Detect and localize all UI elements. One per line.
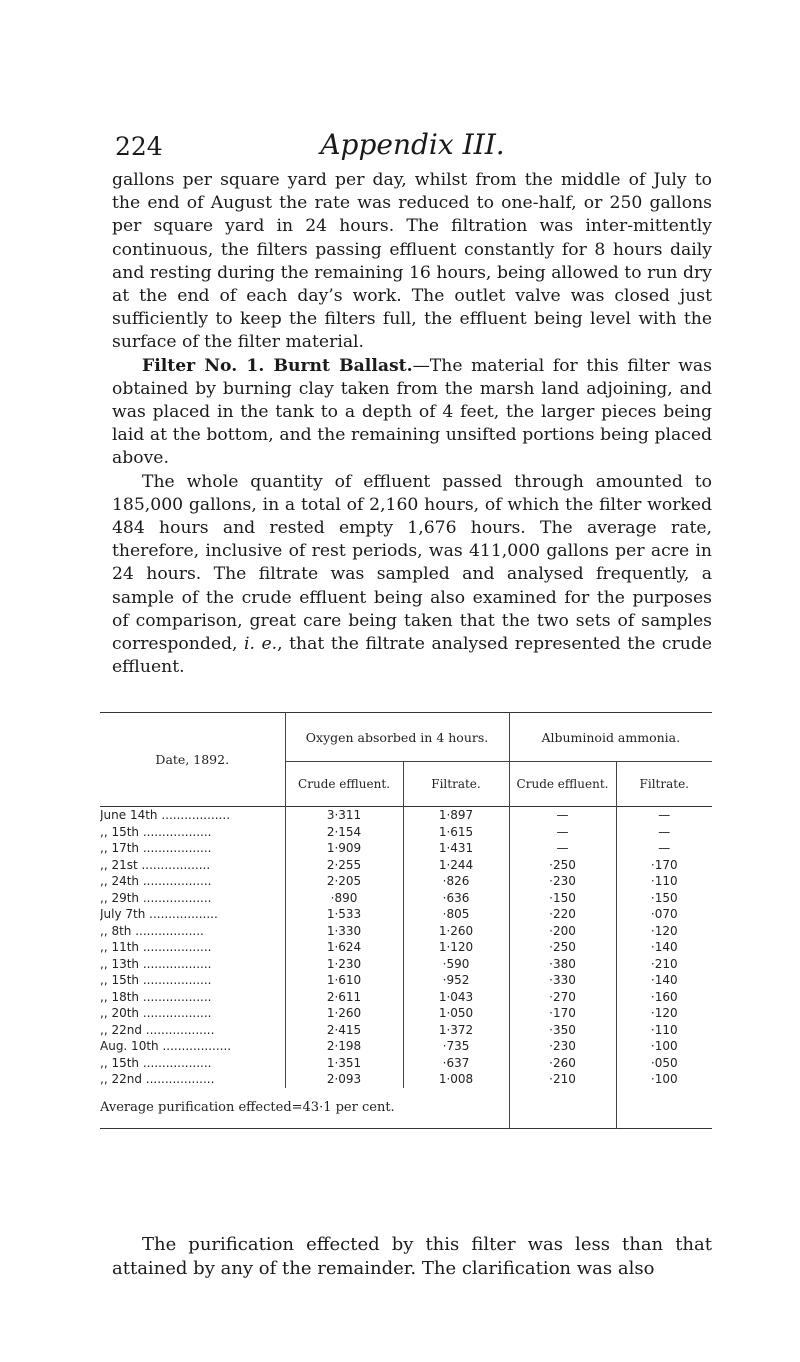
oxygen-crude-cell: 2·415 xyxy=(285,1022,403,1039)
ammonia-filtrate-cell: — xyxy=(616,840,712,857)
date-cell: ,, 18th .................. xyxy=(100,989,212,1004)
ammonia-filtrate-cell: ·120 xyxy=(616,923,712,940)
date-cell: ,, 15th .................. xyxy=(100,824,212,839)
oxygen-crude-cell: 1·624 xyxy=(285,939,403,956)
table-row xyxy=(100,1038,712,1055)
ammonia-crude-cell: ·270 xyxy=(509,989,616,1006)
ammonia-filtrate-cell: ·150 xyxy=(616,890,712,907)
date-cell: ,, 13th .................. xyxy=(100,956,212,971)
date-cell: Aug. 10th .................. xyxy=(100,1039,232,1053)
ammonia-filtrate-cell: ·120 xyxy=(616,1005,712,1022)
table-row xyxy=(100,1055,712,1072)
date-cell: July 7th .................. xyxy=(100,907,218,921)
ammonia-crude-cell: ·220 xyxy=(509,906,616,923)
date-cell: ,, 22nd .................. xyxy=(100,1022,215,1037)
oxygen-crude-cell: 1·260 xyxy=(285,1005,403,1022)
paragraph-2-heading: Filter No. 1. Burnt Ballast. xyxy=(142,355,413,376)
ammonia-crude-cell: ·260 xyxy=(509,1055,616,1072)
date-cell: ,, 22nd .................. xyxy=(100,1072,215,1086)
oxygen-filtrate-cell: 1·050 xyxy=(403,1005,509,1022)
date-cell: ,, 8th .................. xyxy=(100,923,204,938)
oxygen-crude-header: Crude effluent. xyxy=(285,762,403,807)
table-row xyxy=(100,923,712,940)
table-row xyxy=(100,1005,712,1022)
oxygen-filtrate-cell: ·735 xyxy=(403,1038,509,1055)
table-row xyxy=(100,1022,712,1039)
oxygen-crude-cell: 2·611 xyxy=(285,989,403,1006)
oxygen-filtrate-cell: 1·008 xyxy=(403,1071,509,1088)
date-cell: ,, 15th .................. xyxy=(100,1055,212,1070)
oxygen-filtrate-cell: 1·615 xyxy=(403,824,509,841)
date-header: Date, 1892. xyxy=(155,752,230,767)
table-row xyxy=(100,824,712,841)
ammonia-crude-cell: ·250 xyxy=(509,939,616,956)
date-cell: ,, 21st .................. xyxy=(100,857,211,872)
oxygen-filtrate-cell: ·590 xyxy=(403,956,509,973)
oxygen-filtrate-cell: 1·043 xyxy=(403,989,509,1006)
ammonia-filtrate-cell: ·140 xyxy=(616,939,712,956)
table-row xyxy=(100,989,712,1006)
ammonia-crude-header: Crude effluent. xyxy=(509,762,616,807)
ammonia-crude-cell: ·170 xyxy=(509,1005,616,1022)
oxygen-filtrate-cell: 1·244 xyxy=(403,857,509,874)
paragraph-3 xyxy=(112,471,712,680)
ammonia-crude-cell: ·150 xyxy=(509,890,616,907)
oxygen-crude-cell: 1·610 xyxy=(285,972,403,989)
ammonia-filtrate-cell: ·110 xyxy=(616,873,712,890)
oxygen-filtrate-cell: 1·120 xyxy=(403,939,509,956)
paragraph-3-part-b: , that the filtrate analysed represented the crude effluent. xyxy=(112,634,712,678)
date-cell: ,, 11th .................. xyxy=(100,940,212,954)
oxygen-filtrate-cell: ·805 xyxy=(403,906,509,923)
ammonia-filtrate-cell: ·050 xyxy=(616,1055,712,1072)
oxygen-crude-cell: 1·351 xyxy=(285,1055,403,1072)
ammonia-filtrate-cell: ·140 xyxy=(616,972,712,989)
oxygen-filtrate-cell: ·952 xyxy=(403,972,509,989)
table-row xyxy=(100,906,712,923)
oxygen-header: Oxygen absorbed in 4 hours. xyxy=(285,713,509,762)
table-row xyxy=(100,939,712,956)
body-text-bottom xyxy=(112,1233,712,1281)
oxygen-crude-cell: 2·205 xyxy=(285,873,403,890)
table-row xyxy=(100,873,712,890)
oxygen-crude-cell: 2·198 xyxy=(285,1038,403,1055)
date-cell: ,, 20th .................. xyxy=(100,1006,212,1020)
oxygen-crude-cell: 1·533 xyxy=(285,906,403,923)
oxygen-filtrate-cell: ·636 xyxy=(403,890,509,907)
ammonia-filtrate-cell: — xyxy=(616,807,712,824)
ammonia-filtrate-cell: ·210 xyxy=(616,956,712,973)
oxygen-filtrate-cell: 1·372 xyxy=(403,1022,509,1039)
page-number: 224 xyxy=(115,132,163,161)
date-cell: June 14th .................. xyxy=(100,808,231,822)
oxygen-crude-cell: 2·154 xyxy=(285,824,403,841)
ammonia-filtrate-cell: ·100 xyxy=(616,1038,712,1055)
footer-blank-1 xyxy=(509,1088,616,1129)
oxygen-crude-cell: ·890 xyxy=(285,890,403,907)
ammonia-crude-cell: ·250 xyxy=(509,857,616,874)
analysis-table xyxy=(100,712,712,1129)
footer-blank-2 xyxy=(616,1088,712,1129)
paragraph-1: gallons per square yard per day, whilst from the middle of July to the end of August the rate was reduced to one-half, or 250 gallons per square yard in 24 hours. The filtration was inter-mittently continuous, the filters passing effluent constantly for 8 hours daily and resting during the remaining 16 hours, being allowed to run dry at the end of each day’s work. The outlet valve was closed just sufficiently to keep the filters full, the effluent being level with the surface of the filter material. xyxy=(112,170,712,353)
paragraph-3-ie: i. e. xyxy=(244,634,278,655)
running-title: Appendix III. xyxy=(320,128,505,161)
oxygen-crude-cell: 1·330 xyxy=(285,923,403,940)
oxygen-crude-cell: 2·093 xyxy=(285,1071,403,1088)
oxygen-crude-cell: 2·255 xyxy=(285,857,403,874)
ammonia-crude-cell: — xyxy=(509,807,616,824)
oxygen-filtrate-cell: 1·431 xyxy=(403,840,509,857)
page-header xyxy=(115,128,710,164)
table-body xyxy=(100,807,712,1088)
date-cell: ,, 17th .................. xyxy=(100,841,212,855)
oxygen-crude-cell: 3·311 xyxy=(285,807,403,824)
paragraph-4: The purification effected by this filter was less than that attained by any of the remainder. The clarification was also xyxy=(112,1234,712,1279)
ammonia-crude-cell: ·210 xyxy=(509,1071,616,1088)
average-purification: Average purification effected=43·1 per cent. xyxy=(100,1100,395,1115)
ammonia-filtrate-cell: — xyxy=(616,824,712,841)
ammonia-crude-cell: ·330 xyxy=(509,972,616,989)
table-group-header xyxy=(100,713,712,762)
ammonia-header: Albuminoid ammonia. xyxy=(509,713,712,762)
ammonia-crude-cell: ·230 xyxy=(509,873,616,890)
body-text-top xyxy=(112,169,712,679)
oxygen-filtrate-cell: ·826 xyxy=(403,873,509,890)
table-row xyxy=(100,956,712,973)
table-row xyxy=(100,807,712,824)
table-row xyxy=(100,857,712,874)
ammonia-filtrate-cell: ·070 xyxy=(616,906,712,923)
oxygen-filtrate-header: Filtrate. xyxy=(403,762,509,807)
ammonia-filtrate-cell: ·110 xyxy=(616,1022,712,1039)
ammonia-crude-cell: — xyxy=(509,824,616,841)
oxygen-crude-cell: 1·230 xyxy=(285,956,403,973)
table-row xyxy=(100,890,712,907)
ammonia-filtrate-header: Filtrate. xyxy=(616,762,712,807)
ammonia-filtrate-cell: ·170 xyxy=(616,857,712,874)
date-cell: ,, 29th .................. xyxy=(100,890,212,905)
ammonia-crude-cell: ·350 xyxy=(509,1022,616,1039)
ammonia-crude-cell: ·380 xyxy=(509,956,616,973)
table-footer xyxy=(100,1088,712,1129)
oxygen-filtrate-cell: 1·897 xyxy=(403,807,509,824)
paragraph-2 xyxy=(112,355,712,471)
date-cell: ,, 24th .................. xyxy=(100,874,212,888)
table-row xyxy=(100,1071,712,1088)
oxygen-filtrate-cell: ·637 xyxy=(403,1055,509,1072)
ammonia-crude-cell: — xyxy=(509,840,616,857)
date-cell: ,, 15th .................. xyxy=(100,973,212,987)
paragraph-2-body: —The material for this filter was obtained by burning clay taken from the marsh land adjoining, and was placed in the tank to a depth of 4 feet, the larger pieces being laid at the bottom, and the remaining unsifted portions being placed above. xyxy=(112,355,712,469)
table-row xyxy=(100,840,712,857)
oxygen-filtrate-cell: 1·260 xyxy=(403,923,509,940)
table-row xyxy=(100,972,712,989)
ammonia-filtrate-cell: ·100 xyxy=(616,1071,712,1088)
ammonia-crude-cell: ·230 xyxy=(509,1038,616,1055)
ammonia-filtrate-cell: ·160 xyxy=(616,989,712,1006)
oxygen-crude-cell: 1·909 xyxy=(285,840,403,857)
ammonia-crude-cell: ·200 xyxy=(509,923,616,940)
paragraph-3-part-a: The whole quantity of effluent passed through amounted to 185,000 gallons, in a total of 2,160 hours, of which the filter worked 484 hours and rested empty 1,676 hours. The average rate, therefore, inclusive of rest periods, was 411,000 gallons per acre in 24 hours. The filtrate was sampled and analysed frequently, a sample of the crude effluent being also examined for the purposes of comparison, great care being taken that the two sets of samples corresponded, xyxy=(112,471,712,655)
